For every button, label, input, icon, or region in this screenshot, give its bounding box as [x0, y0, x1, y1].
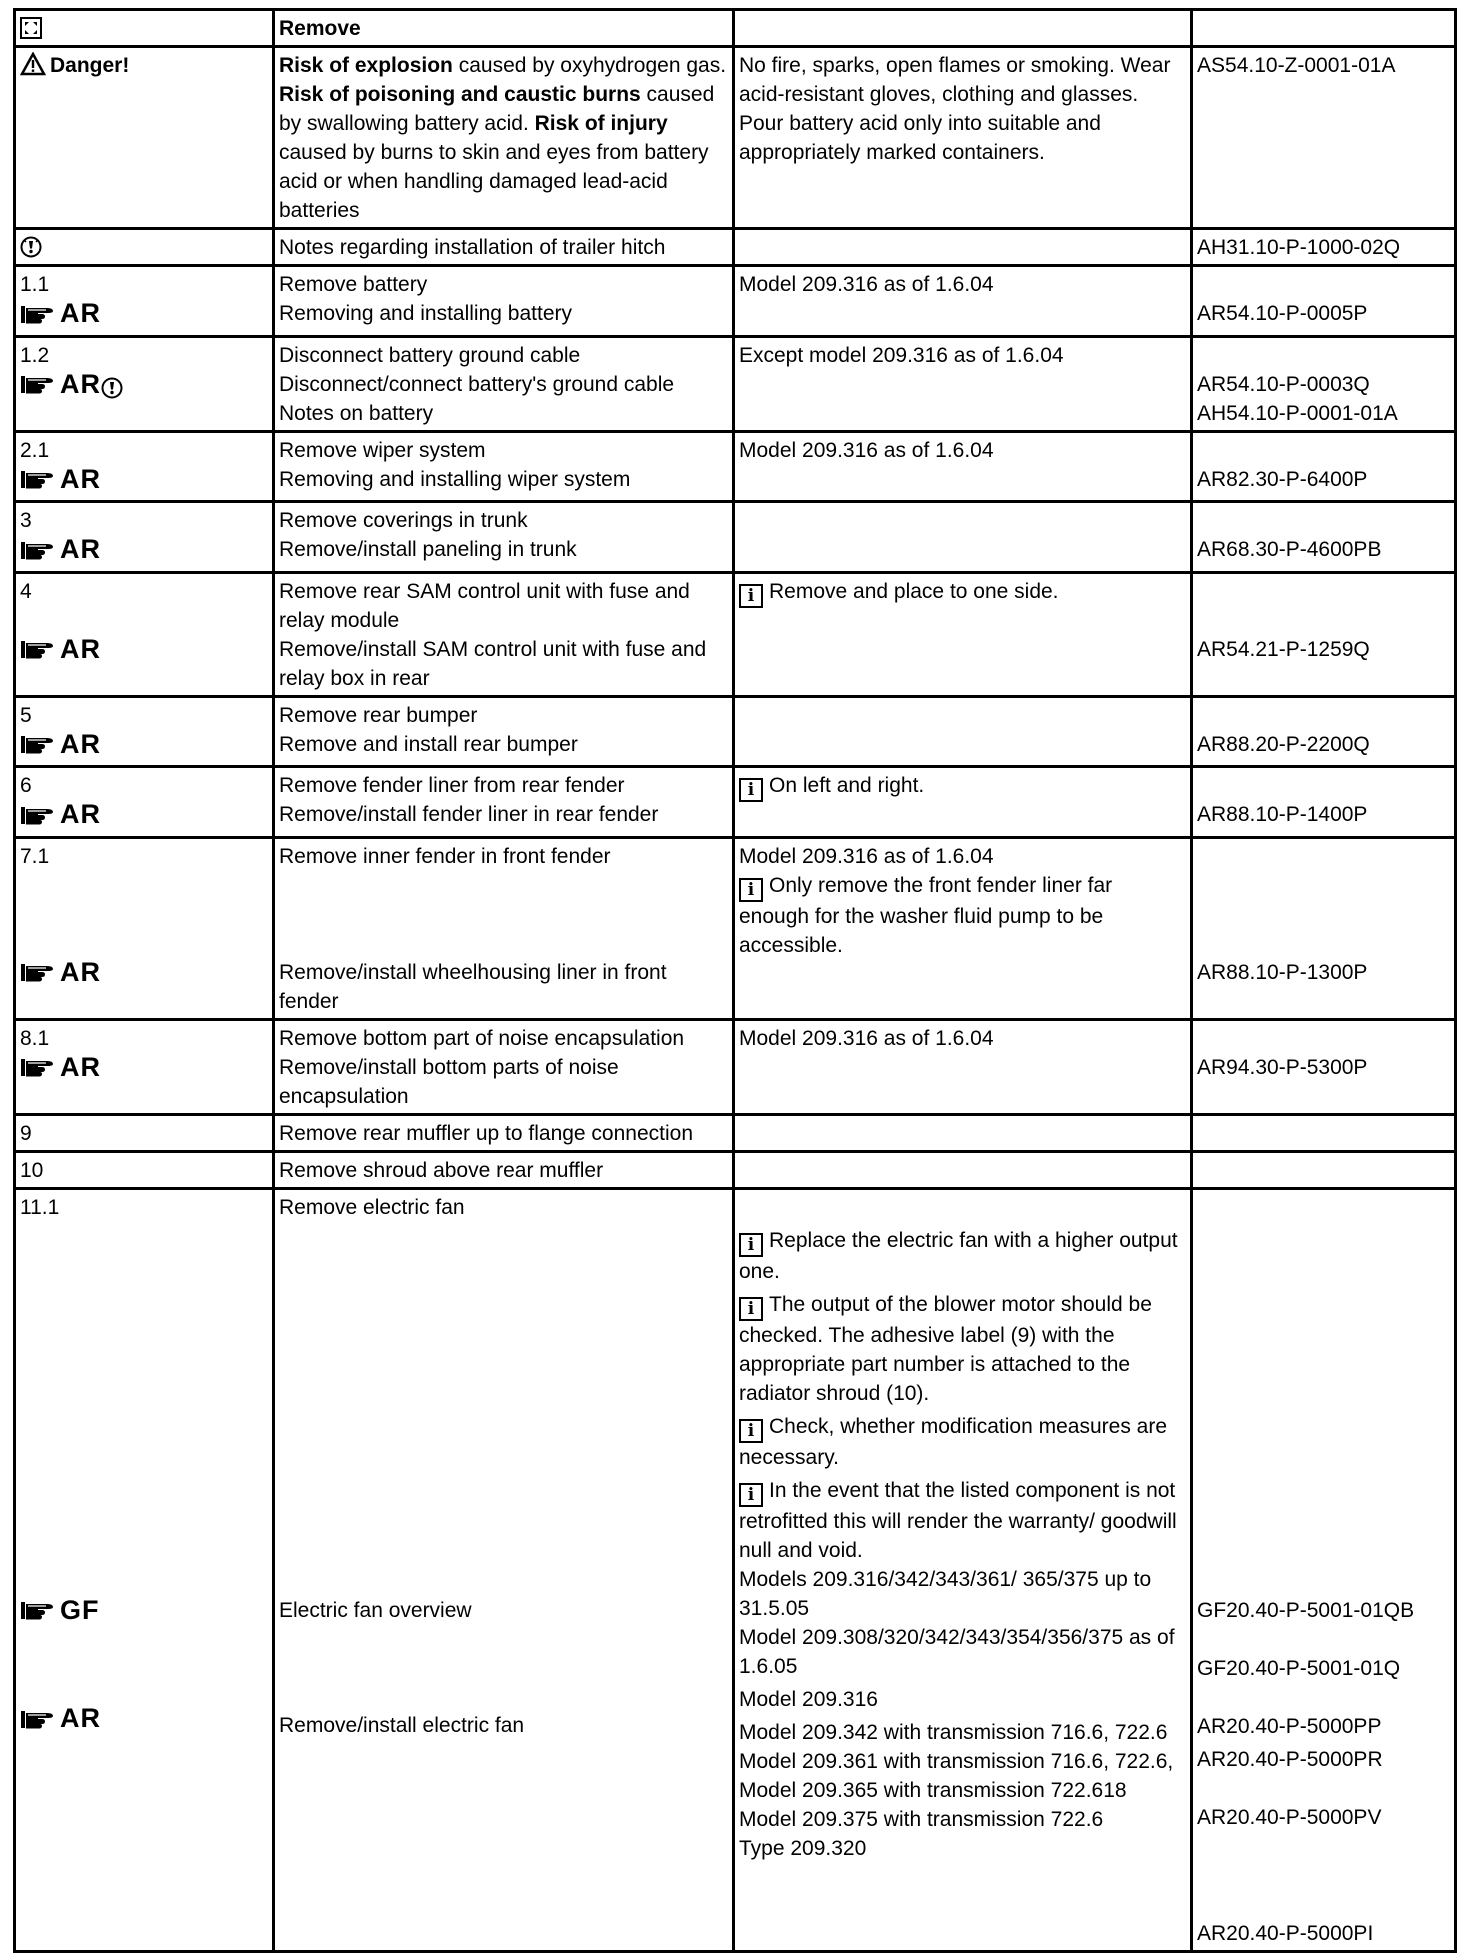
step-action: Remove fender liner from rear fender [279, 774, 625, 797]
step-action: Remove bottom part of noise encapsulation [279, 1026, 685, 1050]
step-ref[interactable]: AR82.30-P-6400P [1197, 467, 1368, 491]
header-title: Remove [279, 17, 361, 40]
info-icon: i [739, 1297, 763, 1321]
pointing-hand-icon [20, 804, 56, 826]
fan-info: Replace the electric fan with a higher output one. [739, 1228, 1178, 1283]
note-row [15, 229, 1456, 266]
step-condition [735, 503, 1190, 508]
fan-info: In the event that the listed component is not retrofitted this will render the warranty/ goodwill null and void. [739, 1478, 1177, 1562]
step-action: Remove rear muffler up to flange connection [279, 1121, 694, 1145]
pointing-hand-icon [20, 961, 56, 983]
ar-reference: AR [20, 1704, 101, 1733]
step-number: 2.1 [20, 438, 50, 462]
step-row [15, 767, 1456, 838]
step-row [15, 502, 1456, 573]
step-action: Remove inner fender in front fender [279, 844, 611, 868]
ar-condition: Type 209.320 [739, 1836, 867, 1860]
ar-reference: AR [20, 299, 101, 328]
step-action: Remove electric fan [279, 1195, 465, 1219]
step-action: Disconnect battery ground cable [279, 343, 581, 367]
ar-reference: AR [20, 958, 101, 987]
ar-condition: Model 209.375 with transmission 722.6 [739, 1807, 1104, 1831]
info-icon: i [739, 778, 763, 802]
step-sub-text[interactable]: Remove/install paneling in trunk [279, 538, 577, 561]
ar-condition: Model 209.316 [739, 1687, 878, 1711]
ar-condition: Model 209.365 with transmission 722.618 [739, 1778, 1127, 1802]
info-icon: i [739, 1419, 763, 1443]
pointing-hand-icon [20, 638, 56, 660]
gf-ref[interactable]: GF20.40-P-5001-01Q [1197, 1656, 1401, 1680]
step-action: Remove rear bumper [279, 703, 478, 727]
pointing-hand-icon [20, 303, 56, 325]
step-number: 9 [20, 1121, 32, 1145]
ar-ref[interactable]: AR20.40-P-5000PR [1197, 1747, 1383, 1771]
header-row [15, 10, 1456, 47]
step-row [15, 1151, 1456, 1188]
step-info: On left and right. [769, 774, 925, 797]
pointing-hand-icon [20, 1056, 56, 1078]
ar-ref[interactable]: AR20.40-P-5000PP [1197, 1714, 1382, 1738]
step-number: 4 [20, 579, 32, 603]
ar-reference: AR [20, 465, 101, 494]
note-icon [101, 377, 123, 399]
step-row [15, 837, 1456, 1019]
procedure-table [13, 8, 1457, 1953]
ar-ref[interactable]: AR20.40-P-5000PV [1197, 1805, 1382, 1829]
ar-text[interactable]: Remove/install electric fan [279, 1713, 525, 1737]
fan-info: Check, whether modification measures are necessary. [739, 1414, 1168, 1469]
step-action: Remove battery [279, 273, 428, 296]
step-number: 1.1 [20, 273, 50, 296]
fan-row [15, 1188, 1456, 1951]
note-icon [20, 236, 42, 258]
step-info: Remove and place to one side. [769, 579, 1059, 603]
step-action: Remove shroud above rear muffler [279, 1158, 604, 1182]
danger-measures: No fire, sparks, open flames or smoking. Wear acid-resistant gloves, clothing and glasses. Pour battery acid only into suitable and appropriately marked containers. [739, 54, 1171, 164]
step-number: 1.2 [20, 343, 50, 367]
step-action: Remove coverings in trunk [279, 509, 528, 532]
ar-reference: AR [20, 535, 101, 564]
step-ref[interactable]: AR94.30-P-5300P [1197, 1055, 1368, 1079]
step-row [15, 266, 1456, 337]
gf-ref[interactable]: GF20.40-P-5001-01QB [1197, 1598, 1415, 1622]
step-condition: Except model 209.316 as of 1.6.04 [739, 343, 1064, 367]
step-number: 3 [20, 509, 32, 532]
ar-reference: AR [20, 800, 101, 829]
pointing-hand-icon [20, 1599, 56, 1621]
step-sub-text[interactable]: Remove/install fender liner in rear fender [279, 803, 659, 826]
step-ref[interactable]: AR88.10-P-1400P [1197, 803, 1368, 826]
step-note-ref[interactable]: AH54.10-P-0001-01A [1197, 401, 1398, 425]
danger-label: Danger! [50, 54, 130, 77]
ar-condition: Model 209.342 with transmission 716.6, 722.6 [739, 1720, 1168, 1744]
step-condition: Model 209.316 as of 1.6.04 [739, 273, 994, 296]
step-row [15, 696, 1456, 767]
step-ref[interactable]: AR54.21-P-1259Q [1197, 637, 1370, 661]
step-number: 10 [20, 1158, 44, 1182]
fan-info: The output of the blower motor should be checked. The adhesive label (9) with the appropriate part number is attached to the radiator shroud (10). [739, 1292, 1152, 1405]
info-icon: i [739, 1483, 763, 1507]
gf-condition: Models 209.316/342/343/361/ 365/375 up to 31.5.05 [739, 1567, 1152, 1620]
step-ref[interactable]: AR88.10-P-1300P [1197, 960, 1368, 984]
step-row [15, 572, 1456, 696]
ar-ref[interactable]: AR20.40-P-5000PI [1197, 1921, 1374, 1945]
step-condition: Model 209.316 as of 1.6.04 [739, 438, 994, 462]
step-sub-text[interactable]: Remove/install bottom parts of noise encapsulation [279, 1055, 619, 1108]
step-sub-text[interactable]: Remove/install SAM control unit with fuse and relay box in rear [279, 637, 707, 690]
step-number: 5 [20, 703, 32, 727]
warning-icon [20, 52, 46, 76]
danger-description: Risk of explosion caused by oxyhydrogen gas. Risk of poisoning and caustic burns caused by swallowing battery acid. Risk of injury caused by burns to skin and eyes from battery acid or when handling damaged lead-acid batteries [279, 54, 727, 222]
step-sub-text[interactable]: Removing and installing wiper system [279, 467, 631, 491]
step-ref[interactable]: AR54.10-P-0005P [1197, 302, 1368, 325]
step-row [15, 1019, 1456, 1114]
step-info: Only remove the front fender liner far enough for the washer fluid pump to be accessible. [739, 873, 1113, 957]
danger-row [15, 47, 1456, 229]
pointing-hand-icon [20, 733, 56, 755]
pointing-hand-icon [20, 373, 56, 395]
step-condition: Model 209.316 as of 1.6.04 [739, 1026, 994, 1050]
note-text: Notes regarding installation of trailer hitch [279, 236, 666, 259]
step-sub-text[interactable]: Remove/install wheelhousing liner in front fender [279, 960, 667, 1013]
gf-text[interactable]: Electric fan overview [279, 1598, 472, 1622]
info-icon: i [739, 878, 763, 902]
step-row [15, 1114, 1456, 1151]
step-row [15, 336, 1456, 431]
step-sub-text[interactable]: Disconnect/connect battery's ground cable [279, 372, 675, 396]
info-icon: i [739, 584, 763, 608]
step-number: 8.1 [20, 1026, 50, 1050]
ar-reference: AR [20, 635, 101, 664]
danger-ref[interactable]: AS54.10-Z-0001-01A [1197, 54, 1396, 77]
pointing-hand-icon [20, 1708, 56, 1730]
step-action: Remove rear SAM control unit with fuse and relay module [279, 579, 690, 632]
step-condition [735, 698, 1190, 703]
step-number: 11.1 [20, 1195, 60, 1219]
info-icon: i [739, 1233, 763, 1257]
step-note-text: Notes on battery [279, 401, 434, 425]
ar-condition: Model 209.361 with transmission 716.6, 722.6, [739, 1749, 1174, 1773]
ar-reference: AR [20, 370, 101, 399]
step-number: 7.1 [20, 844, 50, 868]
ar-reference: AR [20, 730, 101, 759]
pointing-hand-icon [20, 539, 56, 561]
step-sub-text[interactable]: Removing and installing battery [279, 302, 572, 325]
step-number: 6 [20, 774, 32, 797]
step-sub-text[interactable]: Remove and install rear bumper [279, 732, 578, 756]
gf-condition: Model 209.308/320/342/343/354/356/375 as of 1.6.05 [739, 1625, 1175, 1678]
pointing-hand-icon [20, 468, 56, 490]
step-action: Remove wiper system [279, 438, 486, 462]
step-condition: Model 209.316 as of 1.6.04 [739, 844, 994, 868]
step-ref[interactable]: AR88.20-P-2200Q [1197, 732, 1370, 756]
ar-reference: AR [20, 1053, 101, 1082]
step-ref[interactable]: AR54.10-P-0003Q [1197, 372, 1370, 396]
step-row [15, 431, 1456, 502]
note-ref[interactable]: AH31.10-P-1000-02Q [1197, 236, 1401, 259]
expand-icon [20, 17, 42, 39]
gf-reference: GF [20, 1596, 100, 1625]
step-ref[interactable]: AR68.30-P-4600PB [1197, 538, 1382, 561]
